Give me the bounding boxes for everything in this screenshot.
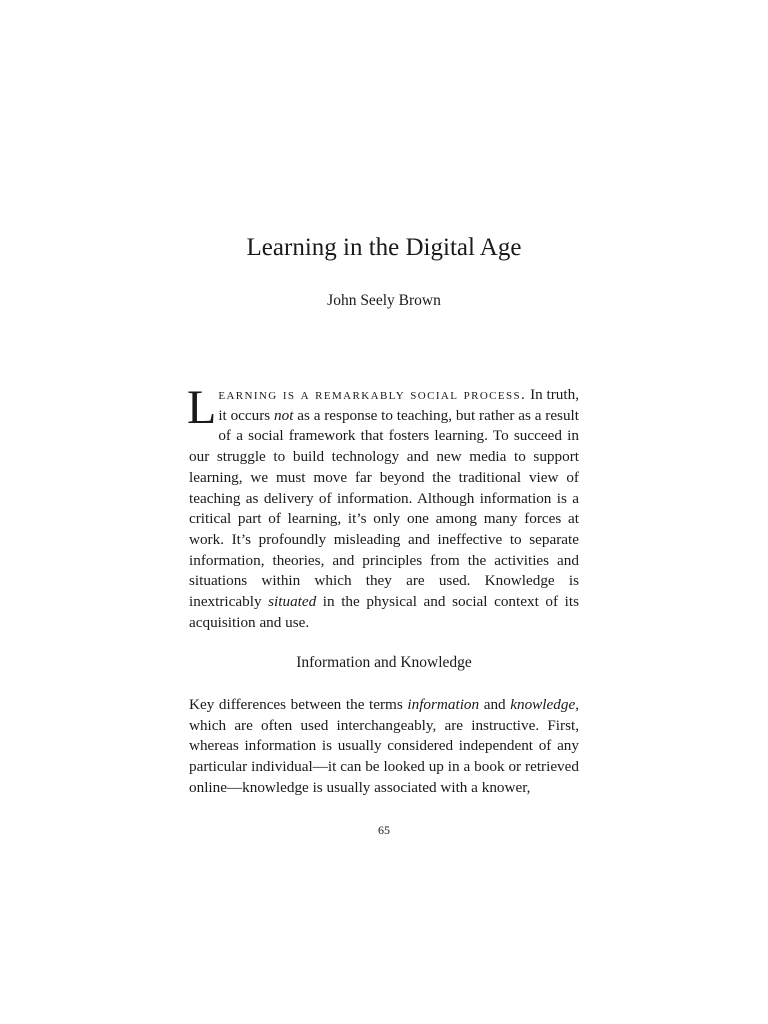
paragraph-text: and (479, 696, 511, 713)
chapter-author: John Seely Brown (327, 292, 441, 309)
emphasis-text: not (274, 406, 294, 424)
body-paragraph-information (189, 695, 579, 799)
paragraph-text: in the physical and social context of its acquisition and use. (189, 593, 579, 631)
drop-cap: L (187, 381, 217, 434)
body-paragraph-intro (187, 381, 579, 633)
emphasis-text: knowledge (510, 696, 576, 713)
page-number: 65 (378, 823, 390, 837)
emphasis-text: situated (268, 593, 317, 611)
paragraph-text: Key differences between the terms (189, 696, 408, 713)
paragraph-text: In truth, it occurs (218, 386, 579, 424)
emphasis-text: information (407, 696, 480, 713)
small-caps-lead: earning is a remarkably social process. (218, 386, 527, 403)
paragraph-text: , which are often used interchangeably, are instructive. First, whereas information is usually considered independent of any particular individual—it can be looked up in a book or retrieved online—knowledge is usually associated with a knower, (189, 696, 579, 796)
chapter-title: Learning in the Digital Age (246, 234, 522, 261)
section-heading: Information and Knowledge (296, 654, 472, 671)
paragraph-text: as a response to teaching, but rather as a result of a social framework that fosters learning. To succeed in our struggle to build technology and new media to support learning, we must move far beyond the traditional view of teaching as delivery of information. Although information is a critical part of learning, it’s only one among many forces at work. It’s profoundly misleading and ineffective to separate information, theories, and principles from the activities and situations within which they are used. Knowledge is inextricably (189, 406, 579, 611)
